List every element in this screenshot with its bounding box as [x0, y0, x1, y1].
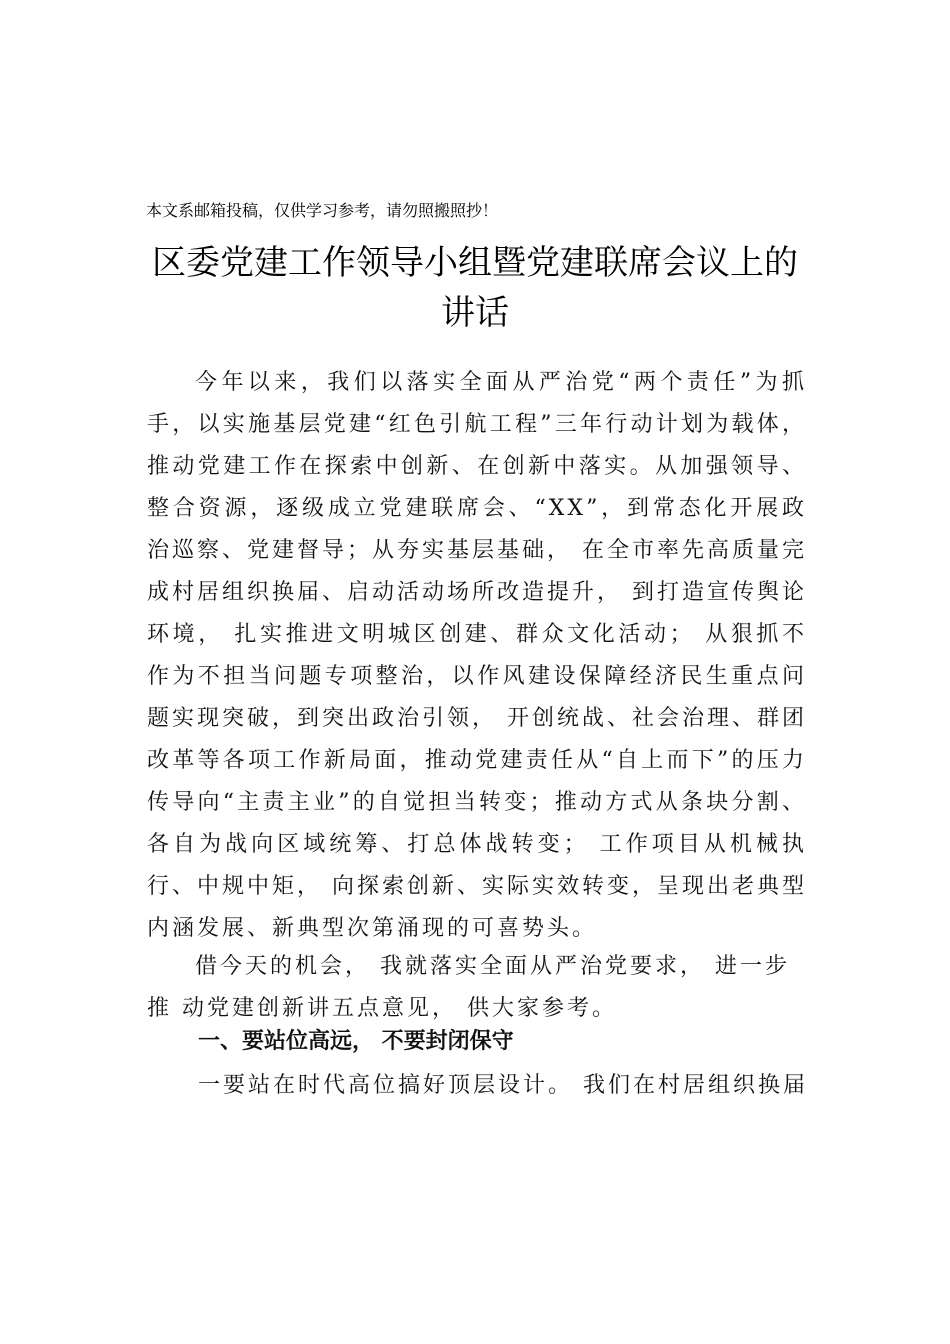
section-first-line: 一要站在时代高位搞好顶层设计。 我们在村居组织换届 [198, 1073, 808, 1098]
paragraph-text: 今年以来，我们以落实全面从严治党“两个责任”为抓手，以实施基层党建“红色引航工程”三年行动计划为载体，推动党建工作在探索中创新、在创新中落实。从加强领导、整合资源，逐级成立党建联席会、“XX”，到常态化开展政治巡察、党建督导；从夯实基层基础， 在全市率先高质量完成村居组织换届、启动活动场所改造提升， 到打造宣传舆论环境， 扎实推进文明城区创建、群众文化活动； 从狠抓不作为不担当问题专项整治，以作风建设保障经济民生重点问题实现突破，到突出政治引领， 开创统战、社会治理、群团改革等各项工作新局面，推动党建责任从“自上而下”的压力传导向“主责主业”的自觉担当转变；推动方式从条块分割、各自为战向区域统筹、打总体战转变； 工作项目从机械执行、中规中矩， 向探索创新、实际实效转变，呈现出老典型内涵发展、新典型次第涌现的可喜势头。 [147, 370, 807, 941]
body-paragraph-2 [147, 946, 807, 1030]
body-paragraph-1 [147, 362, 807, 950]
paragraph-text: 借今天的机会， 我就落实全面从严治党要求， 进一步推 动党建创新讲五点意见， 供大家参考。 [147, 954, 790, 1021]
page-title: 区委党建工作领导小组暨党建联席会议上的讲话 [152, 243, 798, 333]
section-heading: 一、要站位高远， 不要封闭保守 [198, 1029, 514, 1054]
submission-notice: 本文系邮箱投稿，仅供学习参考，请勿照搬照抄！ [146, 201, 499, 220]
